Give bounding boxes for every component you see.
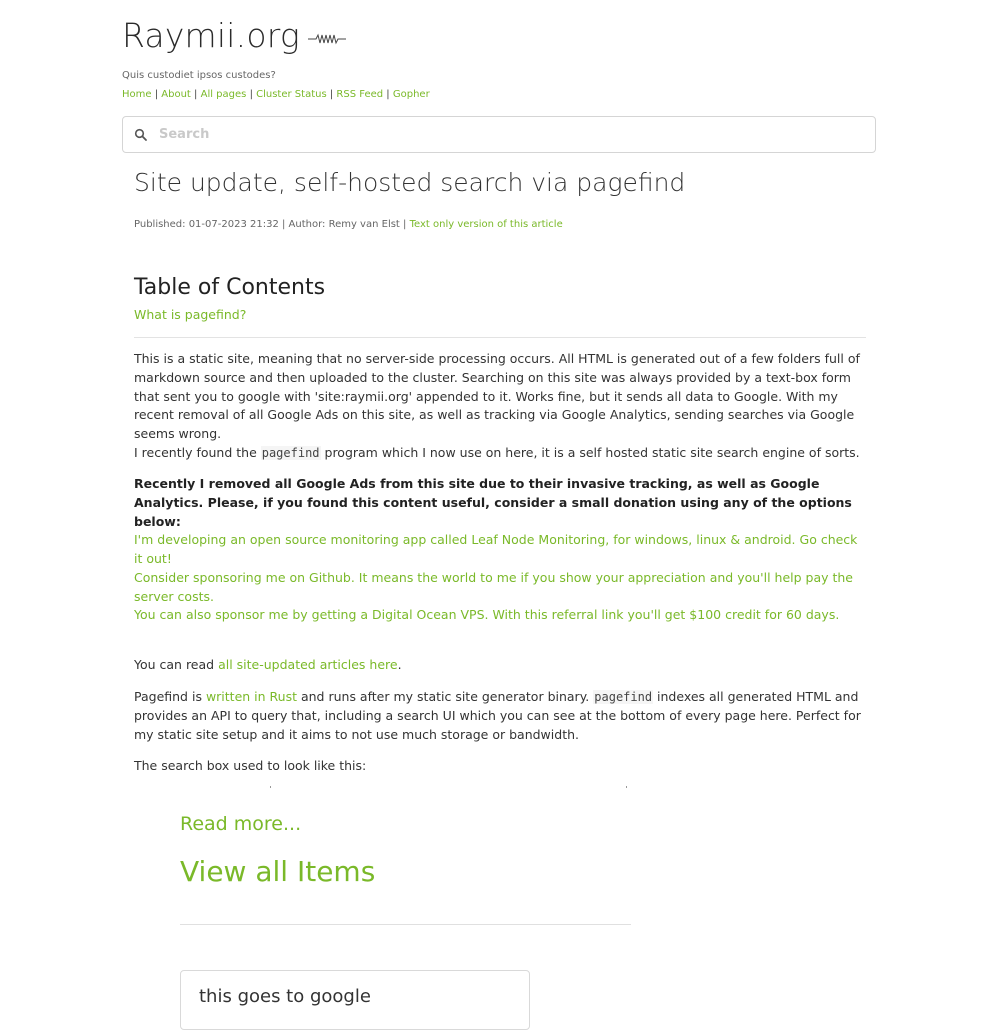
paragraph-text: indexes all generated HTML and provides an API to query that, including a search UI which you can see at the bottom of every page here. Perfect for my static site setup and it aims to not use much storage or bandwidth. [134, 689, 861, 742]
toc-heading: Table of Contents [134, 275, 326, 300]
github-sponsor-link[interactable]: Consider sponsoring me on Github. It means the world to me if you show your appreciation and you'll help pay the server costs. [134, 570, 853, 604]
inline-code: pagefind [594, 690, 653, 704]
screenshot-cutoff-edge [134, 786, 866, 788]
article-meta [134, 219, 563, 230]
nav-cluster-status[interactable]: Cluster Status [256, 89, 327, 100]
divider [134, 337, 866, 338]
toc-item-what-is-pagefind[interactable]: What is pagefind? [134, 307, 247, 322]
site-title-row [122, 12, 878, 58]
paragraph-text: program which I now use on here, it is a self hosted static site search engine of sorts. [320, 445, 860, 460]
digital-ocean-link[interactable]: You can also sponsor me by getting a Digital Ocean VPS. With this referral link you'll get $100 credit for 60 days. [134, 607, 840, 622]
divider [180, 924, 631, 925]
donation-notice: Recently I removed all Google Ads from this site due to their invasive tracking, as well as Google Analytics. Please, if you found this content useful, consider a small donation using any of the options below: [134, 476, 852, 529]
paragraph-text: . [397, 657, 402, 672]
nav-home[interactable]: Home [122, 89, 152, 100]
search-input[interactable] [157, 126, 851, 143]
read-more-link[interactable]: Read more... [180, 813, 302, 835]
intro-paragraph: This is a static site, meaning that no server-side processing occurs. All HTML is generated out of a few folders full of markdown source and then uploaded to the cluster. Searching on this site was always provided by a text-box form that sent you to google with 'site:raymii.org' appended to it. Works fine, but it sends all data to Google. With my recent removal of all Google Ads on this site, as well as tracking via Google Analytics, sending searches via Google seems wrong. [134, 351, 860, 442]
search-icon [134, 128, 148, 142]
paragraph-text: I recently found the [134, 445, 261, 460]
article-meta-text: Published: 01-07-2023 21:32 | Author: Remy van Elst | [134, 219, 410, 230]
inline-code: pagefind [261, 446, 320, 460]
search-box-intro-paragraph: The search box used to look like this: [134, 758, 367, 773]
squiggle-logo-icon [308, 32, 348, 46]
nav-separator: | [329, 89, 334, 100]
site-tagline: Quis custodiet ipsos custodes? [122, 70, 276, 81]
article-title: Site update, self-hosted search via pagefind [134, 168, 686, 197]
written-in-rust-link[interactable]: written in Rust [205, 689, 297, 704]
search-box[interactable] [122, 116, 876, 153]
nav-separator: | [249, 89, 253, 100]
nav-separator: | [154, 89, 159, 100]
paragraph-text: and runs after my static site generator binary. [297, 689, 594, 704]
old-search-box-text: this goes to google [199, 986, 371, 1007]
site-updated-articles-link[interactable]: all site-updated articles here [218, 657, 398, 672]
nav-all-pages[interactable]: All pages [200, 89, 247, 100]
site-header [122, 12, 878, 100]
leaf-node-link[interactable]: I'm developing an open source monitoring app called Leaf Node Monitoring, for windows, linux & android. Go check it out! [134, 532, 858, 566]
nav-rss-feed[interactable]: RSS Feed [336, 89, 384, 100]
text-only-link[interactable]: Text only version of this article [409, 219, 563, 230]
nav-separator: | [194, 89, 198, 100]
old-search-box-image [180, 970, 530, 1030]
main-nav [122, 89, 430, 100]
pagefind-description-paragraph [134, 688, 866, 744]
paragraph-text: You can read [134, 657, 219, 672]
site-title[interactable]: Raymii.org [122, 15, 300, 55]
nav-about[interactable]: About [161, 89, 191, 100]
view-all-items-link[interactable]: View all Items [180, 855, 376, 888]
nav-gopher[interactable]: Gopher [392, 89, 430, 100]
site-updates-paragraph [134, 656, 866, 675]
nav-separator: | [386, 89, 390, 100]
pagefind-found-paragraph [134, 444, 866, 463]
paragraph-text: Pagefind is [134, 689, 206, 704]
